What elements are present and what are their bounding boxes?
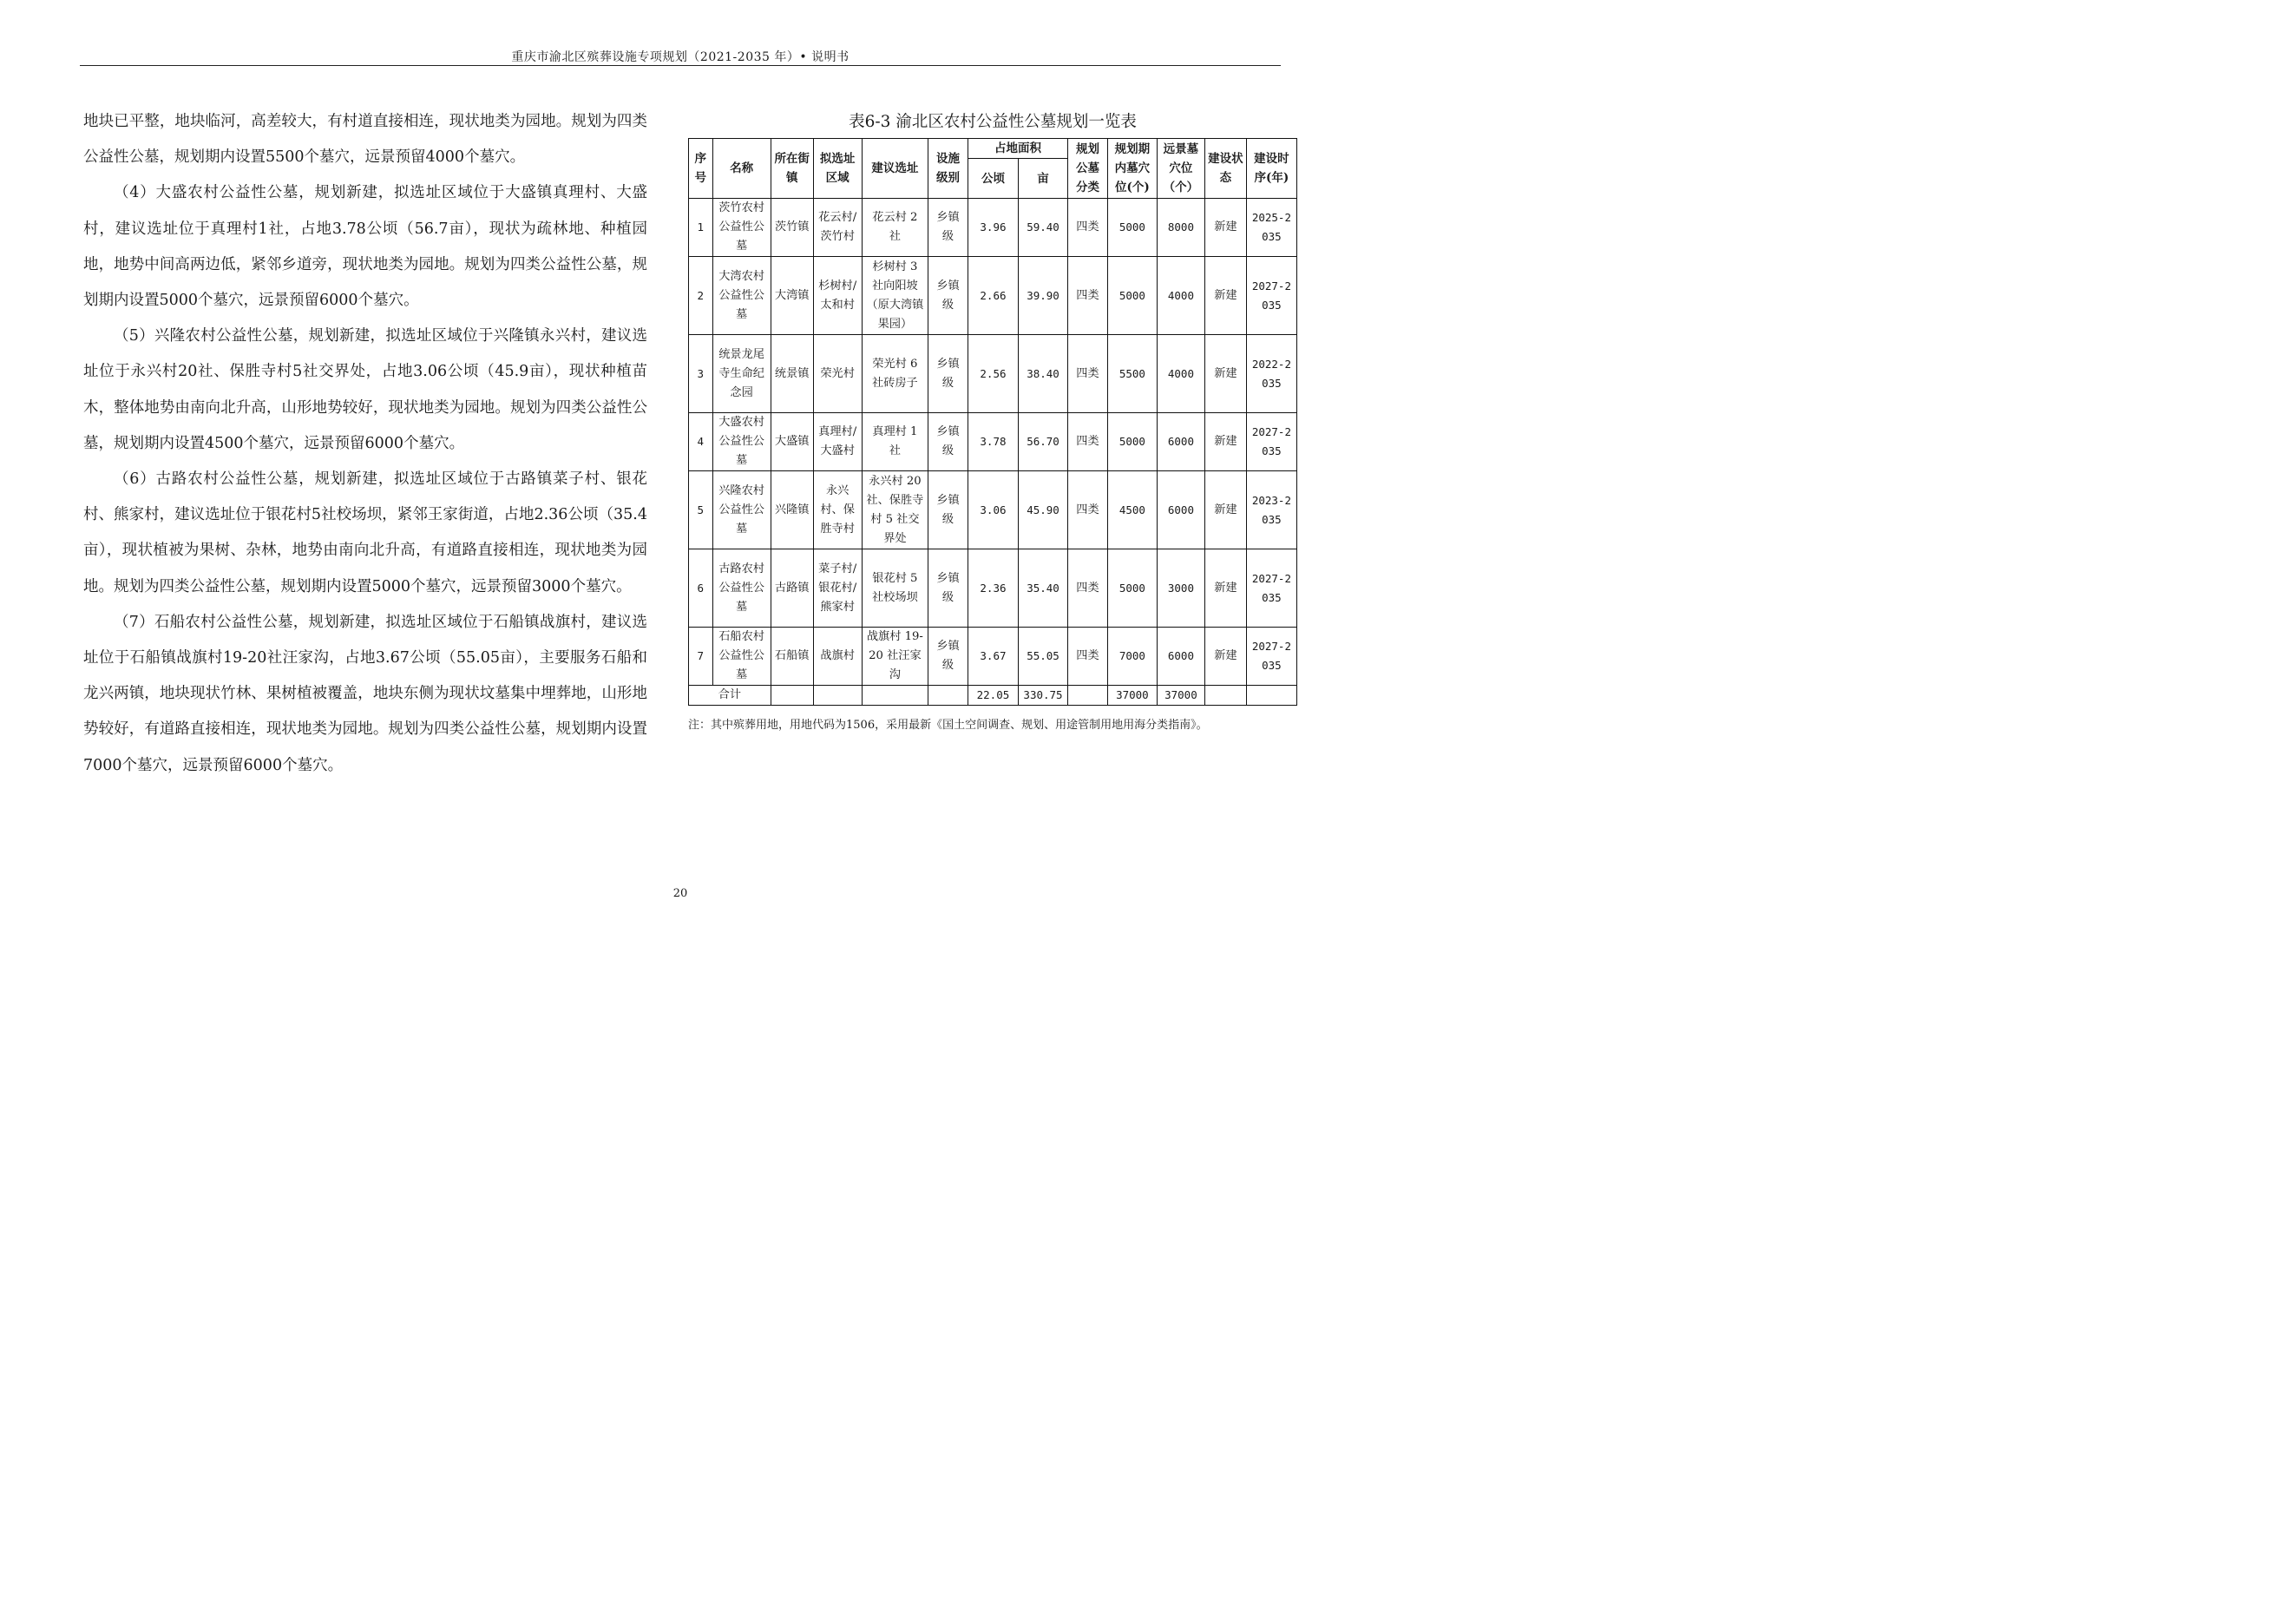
header-period: 建设时序(年) (1246, 139, 1296, 199)
paragraph: （6）古路农村公益性公墓，规划新建，拟选址区域位于古路镇菜子村、银花村、熊家村，建议选址位于银花村5社校场坝，紧邻王家街道，占地2.36公顷（35.4亩），现状植被为果树、杂林，地势由南向北升高，有道路直接相连，现状地类为园地。规划为四类公益性公墓，规划期内设置5000个墓穴，远景预留3000个墓穴。 (83, 470, 647, 595)
table-total-row (689, 686, 1297, 706)
cell-hectare: 2.66 (968, 257, 1018, 335)
cell-category: 四类 (1068, 413, 1108, 471)
cell-period: 2027-2035 (1246, 628, 1296, 686)
cell-hectare: 3.67 (968, 628, 1018, 686)
cell-future-graves: 6000 (1157, 413, 1204, 471)
cell-seq: 3 (689, 335, 713, 413)
cell-level: 乡镇级 (928, 413, 968, 471)
cell-town: 古路镇 (771, 549, 813, 628)
cell-total-plan-graves: 37000 (1107, 686, 1157, 706)
cell-plan-graves: 5500 (1107, 335, 1157, 413)
cell-town: 兴隆镇 (771, 471, 813, 549)
cemetery-plan-table (688, 138, 1297, 706)
cell-level: 乡镇级 (928, 199, 968, 257)
cell-status: 新建 (1204, 413, 1246, 471)
cell-mu: 45.90 (1018, 471, 1067, 549)
cell-seq: 2 (689, 257, 713, 335)
table-row (689, 413, 1297, 471)
cell-future-graves: 4000 (1157, 257, 1204, 335)
cell-town: 大湾镇 (771, 257, 813, 335)
cell-empty (1068, 686, 1108, 706)
body-text (83, 104, 647, 784)
cell-period: 2027-2035 (1246, 549, 1296, 628)
cell-period: 2022-2035 (1246, 335, 1296, 413)
cell-plan-graves: 4500 (1107, 471, 1157, 549)
cell-status: 新建 (1204, 199, 1246, 257)
cell-mu: 59.40 (1018, 199, 1067, 257)
cell-future-graves: 8000 (1157, 199, 1204, 257)
header-hectare: 公顷 (968, 159, 1018, 199)
cell-plan-graves: 5000 (1107, 413, 1157, 471)
table-row (689, 471, 1297, 549)
header-divider (80, 65, 1281, 66)
cell-future-graves: 3000 (1157, 549, 1204, 628)
cell-name: 大湾农村公益性公墓 (712, 257, 771, 335)
cell-category: 四类 (1068, 628, 1108, 686)
cell-empty (771, 686, 813, 706)
paragraph: （7）石船农村公益性公墓，规划新建，拟选址区域位于石船镇战旗村，建议选址位于石船镇战旗村19-20社汪家沟，占地3.67公顷（55.05亩），主要服务石船和龙兴两镇，地块现状竹林、果树植被覆盖，地块东侧为现状坟墓集中埋葬地，山形地势较好，有道路直接相连，现状地类为园地。规划为四类公益性公墓，规划期内设置7000个墓穴，远景预留6000个墓穴。 (83, 613, 647, 774)
cell-seq: 6 (689, 549, 713, 628)
cell-category: 四类 (1068, 199, 1108, 257)
header-mu: 亩 (1018, 159, 1067, 199)
cell-seq: 1 (689, 199, 713, 257)
cell-site: 花云村 2 社 (862, 199, 928, 257)
cell-name: 石船农村公益性公墓 (712, 628, 771, 686)
cell-empty (1204, 686, 1246, 706)
cell-period: 2025-2035 (1246, 199, 1296, 257)
cell-hectare: 2.36 (968, 549, 1018, 628)
header-town: 所在街镇 (771, 139, 813, 199)
table-row (689, 628, 1297, 686)
cell-site: 永兴村 20 社、保胜寺村 5 社交界处 (862, 471, 928, 549)
cell-level: 乡镇级 (928, 471, 968, 549)
cell-period: 2027-2035 (1246, 257, 1296, 335)
page-header-title: 重庆市渝北区殡葬设施专项规划（2021-2035 年）• 说明书 (511, 50, 850, 64)
cell-category: 四类 (1068, 257, 1108, 335)
paragraph: （4）大盛农村公益性公墓，规划新建，拟选址区域位于大盛镇真理村、大盛村，建议选址位于真理村1社，占地3.78公顷（56.7亩），现状为疏林地、种植园地，地势中间高两边低，紧邻乡道旁，现状地类为园地。规划为四类公益性公墓，规划期内设置5000个墓穴，远景预留6000个墓穴。 (83, 184, 647, 310)
cell-site: 战旗村 19-20 社汪家沟 (862, 628, 928, 686)
cell-site: 杉树村 3 社向阳坡（原大湾镇果园） (862, 257, 928, 335)
cell-category: 四类 (1068, 471, 1108, 549)
cell-plan-graves: 5000 (1107, 257, 1157, 335)
cell-level: 乡镇级 (928, 335, 968, 413)
cell-name: 茨竹农村公益性公墓 (712, 199, 771, 257)
cell-category: 四类 (1068, 335, 1108, 413)
cell-region: 杉树村/太和村 (813, 257, 862, 335)
header-land-area: 占地面积 (968, 139, 1067, 159)
cell-region: 花云村/茨竹村 (813, 199, 862, 257)
paragraph: （5）兴隆农村公益性公墓，规划新建，拟选址区域位于兴隆镇永兴村，建议选址位于永兴村20社、保胜寺村5社交界处，占地3.06公顷（45.9亩），现状种植苗木，整体地势由南向北升高，山形地势较好，现状地类为园地。规划为四类公益性公墓，规划期内设置4500个墓穴，远景预留6000个墓穴。 (83, 327, 647, 452)
cell-period: 2027-2035 (1246, 413, 1296, 471)
cell-hectare: 3.06 (968, 471, 1018, 549)
cell-region: 菜子村/银花村/熊家村 (813, 549, 862, 628)
cell-empty (862, 686, 928, 706)
cell-hectare: 3.96 (968, 199, 1018, 257)
cell-seq: 5 (689, 471, 713, 549)
header-seq: 序号 (689, 139, 713, 199)
cell-period: 2023-2035 (1246, 471, 1296, 549)
cell-level: 乡镇级 (928, 549, 968, 628)
cell-town: 石船镇 (771, 628, 813, 686)
cell-hectare: 3.78 (968, 413, 1018, 471)
cell-region: 真理村/大盛村 (813, 413, 862, 471)
cell-future-graves: 4000 (1157, 335, 1204, 413)
table-row (689, 335, 1297, 413)
table-row (689, 257, 1297, 335)
cell-region: 荣光村 (813, 335, 862, 413)
header-level: 设施级别 (928, 139, 968, 199)
table-note: 注：其中殡葬用地，用地代码为1506，采用最新《国土空间调查、规划、用途管制用地用海分类指南》。 (688, 719, 1208, 732)
table-row (689, 199, 1297, 257)
cell-status: 新建 (1204, 471, 1246, 549)
cell-name: 古路农村公益性公墓 (712, 549, 771, 628)
page-number: 20 (672, 887, 688, 900)
cell-site: 真理村 1 社 (862, 413, 928, 471)
header-future-graves: 远景墓穴位（个） (1157, 139, 1204, 199)
cell-region: 战旗村 (813, 628, 862, 686)
cell-seq: 4 (689, 413, 713, 471)
header-name: 名称 (712, 139, 771, 199)
cell-site: 银花村 5 社校场坝 (862, 549, 928, 628)
cell-mu: 56.70 (1018, 413, 1067, 471)
cell-empty (1246, 686, 1296, 706)
cell-future-graves: 6000 (1157, 628, 1204, 686)
cell-name: 大盛农村公益性公墓 (712, 413, 771, 471)
cell-status: 新建 (1204, 549, 1246, 628)
cell-total-future-graves: 37000 (1157, 686, 1204, 706)
cell-total-hectare: 22.05 (968, 686, 1018, 706)
header-site: 建议选址 (862, 139, 928, 199)
cell-region: 永兴村、保胜寺村 (813, 471, 862, 549)
cell-mu: 39.90 (1018, 257, 1067, 335)
cell-mu: 55.05 (1018, 628, 1067, 686)
cell-name: 兴隆农村公益性公墓 (712, 471, 771, 549)
table-caption: 表6-3 渝北区农村公益性公墓规划一览表 (849, 113, 1137, 131)
cell-plan-graves: 5000 (1107, 199, 1157, 257)
cell-level: 乡镇级 (928, 257, 968, 335)
table-row (689, 549, 1297, 628)
cell-status: 新建 (1204, 628, 1246, 686)
cell-name: 统景龙尾寺生命纪念园 (712, 335, 771, 413)
cell-mu: 38.40 (1018, 335, 1067, 413)
cell-hectare: 2.56 (968, 335, 1018, 413)
cell-empty (813, 686, 862, 706)
cell-site: 荣光村 6 社砖房子 (862, 335, 928, 413)
cell-category: 四类 (1068, 549, 1108, 628)
header-plan-graves: 规划期内墓穴位(个) (1107, 139, 1157, 199)
cell-mu: 35.40 (1018, 549, 1067, 628)
cell-total-mu: 330.75 (1018, 686, 1067, 706)
header-area-region: 拟选址区域 (813, 139, 862, 199)
cell-town: 茨竹镇 (771, 199, 813, 257)
cell-future-graves: 6000 (1157, 471, 1204, 549)
cell-status: 新建 (1204, 257, 1246, 335)
header-status: 建设状态 (1204, 139, 1246, 199)
cell-town: 统景镇 (771, 335, 813, 413)
paragraph: 地块已平整，地块临河，高差较大，有村道直接相连，现状地类为园地。规划为四类公益性公墓，规划期内设置5500个墓穴，远景预留4000个墓穴。 (83, 113, 647, 167)
cell-empty (928, 686, 968, 706)
cell-status: 新建 (1204, 335, 1246, 413)
cell-plan-graves: 7000 (1107, 628, 1157, 686)
header-category: 规划公墓分类 (1068, 139, 1108, 199)
cell-plan-graves: 5000 (1107, 549, 1157, 628)
cell-town: 大盛镇 (771, 413, 813, 471)
cell-total-label: 合计 (689, 686, 771, 706)
cell-seq: 7 (689, 628, 713, 686)
cell-level: 乡镇级 (928, 628, 968, 686)
